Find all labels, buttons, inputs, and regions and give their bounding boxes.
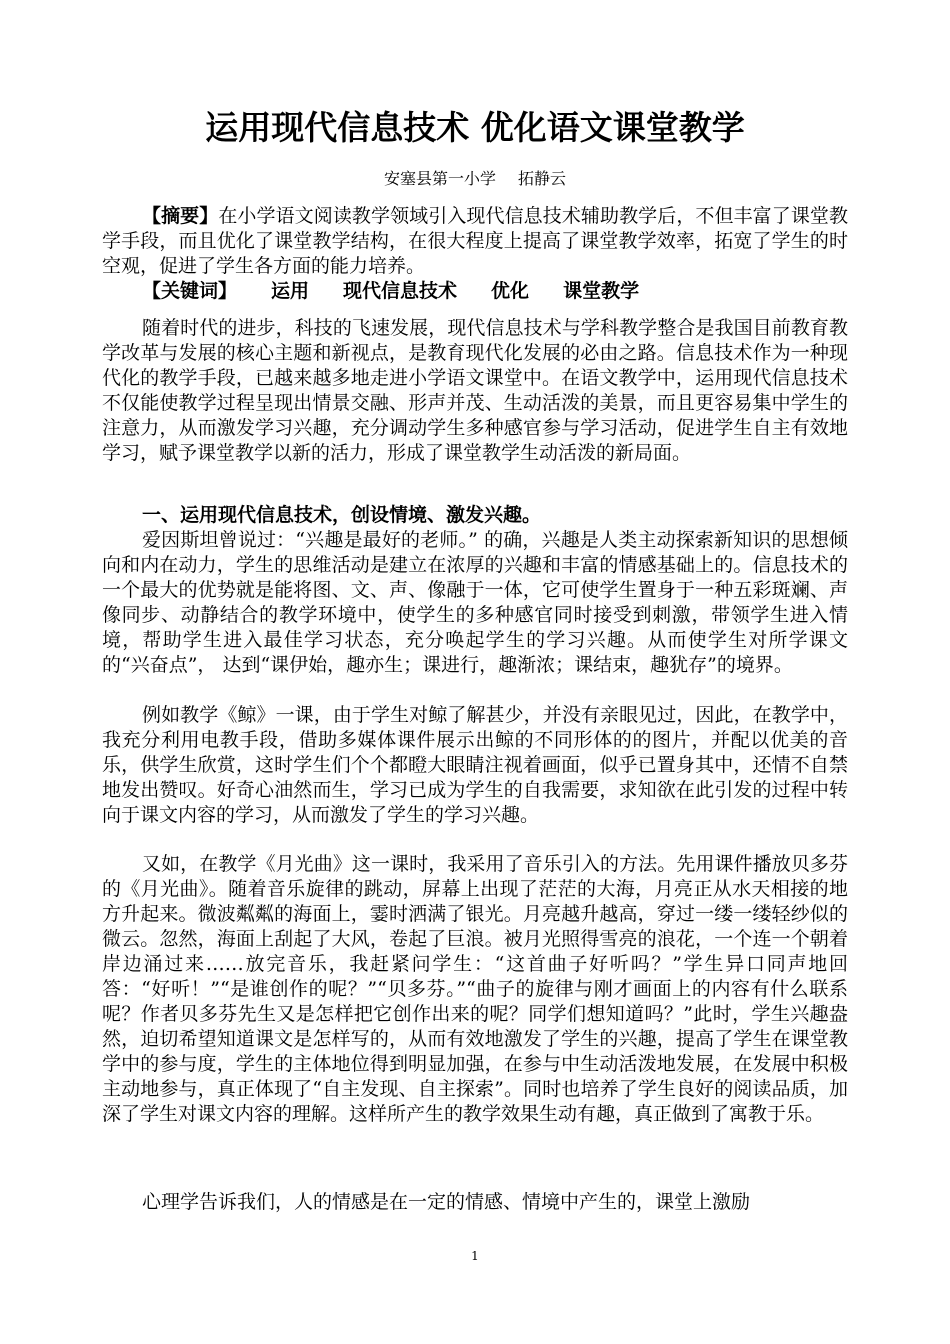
abstract-label: 【摘要】 <box>142 205 219 227</box>
author-name: 拓静云 <box>518 169 567 188</box>
keyword-item: 运用 <box>271 280 310 302</box>
body-paragraph: 又如，在教学《月光曲》这一课时，我采用了音乐引入的方法。先用课件播放贝多芬的《月光曲》。随着音乐旋律的跳动，屏幕上出现了茫茫的大海，月亮正从水天相接的地方升起来。微波粼粼的海面上，霎时洒满了银光。月亮越升越高，穿过一缕一缕轻纱似的微云。忽然，海面上刮起了大风，卷起了巨浪。被月光照得雪亮的浪花，一个连一个朝着岸边涌过来……放完音乐，我赶紧问学生：“这首曲子好听吗？”学生异口同声地回答：“好听！”“是谁创作的呢？”“贝多芬。”“曲子的旋律与刚才画面上的内容有什么联系呢？作者贝多芬先生又是怎样把它创作出来的呢？同学们想知道吗？”此时，学生兴趣盎然，迫切希望知道课文是怎样写的，从而有效地激发了学生的兴趣，提高了学生在课堂教学中的参与度，学生的主体地位得到明显加强，在参与中生动活泼地发展，在发展中积极主动地参与，真正体现了“自主发现、自主探索”。同时也培养了学生良好的阅读品质，加深了学生对课文内容的理解。这样所产生的教学效果生动有趣，真正做到了寓教于乐。 <box>102 853 848 1125</box>
abstract-text: 在小学语文阅读教学领域引入现代信息技术辅助教学后，不但丰富了课堂教学手段，而且优化了课堂教学结构，在很大程度上提高了课堂教学效率，拓宽了学生的时空观，促进了学生各方面的能力培养。 <box>102 205 848 277</box>
keyword-item: 现代信息技术 <box>343 280 458 302</box>
body-paragraph: 例如教学《鲸》一课，由于学生对鲸了解甚少，并没有亲眼见过，因此，在教学中，我充分利用电教手段，借助多媒体课件展示出鲸的不同形体的的图片，并配以优美的音乐，供学生欣赏，这时学生们个个都瞪大眼睛注视着画面，似乎已置身其中，还情不自禁地发出赞叹。好奇心油然而生，学习已成为学生的自我需要，求知欲在此引发的过程中转向于课文内容的学习，从而激发了学生的学习兴趣。 <box>102 704 848 826</box>
keyword-item: 优化 <box>491 280 530 302</box>
keywords <box>102 279 848 304</box>
keywords-label: 【关键词】 <box>142 280 238 302</box>
author-school: 安塞县第一小学 <box>383 169 496 188</box>
author-line <box>0 166 950 192</box>
keyword-item: 课堂教学 <box>563 280 640 302</box>
abstract <box>102 204 848 279</box>
page-number: 1 <box>471 1249 479 1263</box>
body-paragraph: 爱因斯坦曾说过：“兴趣是最好的老师。” 的确，兴趣是人类主动探索新知识的思想倾向和内在动力，学生的思维活动是建立在浓厚的兴趣和丰富的情感基础上的。信息技术的一个最大的优势就是能将图、文、声、像融于一体，它可使学生置身于一种五彩斑斓、声像同步、动静结合的教学环境中，使学生的多种感官同时接受到刺激，带领学生进入情境，帮助学生进入最佳学习状态，充分唤起学生的学习兴趣。从而使学生对所学课文的“兴奋点”， 达到“课伊始，趣亦生；课进行，趣渐浓；课结束，趣犹存”的境界。 <box>102 529 848 676</box>
body-paragraph: 心理学告诉我们，人的情感是在一定的情感、情境中产生的，课堂上激励 <box>142 1191 751 1213</box>
body-paragraph: 随着时代的进步，科技的飞速发展，现代信息技术与学科教学整合是我国目前教育教学改革与发展的核心主题和新视点，是教育现代化发展的必由之路。信息技术作为一种现代化的教学手段，已越来越多地走进小学语文课堂中。在语文教学中，运用现代信息技术不仅能使教学过程呈现出情景交融、形声并茂、生动活泼的美景，而且更容易集中学生的注意力，从而激发学习兴趣，充分调动学生多种感官参与学习活动，促进学生自主有效地学习，赋予课堂教学以新的活力，形成了课堂教学生动活泼的新局面。 <box>102 317 848 464</box>
document-title: 运用现代信息技术 优化语文课堂教学 <box>205 108 745 147</box>
section-heading: 一、运用现代信息技术，创设情境、激发兴趣。 <box>142 504 542 526</box>
